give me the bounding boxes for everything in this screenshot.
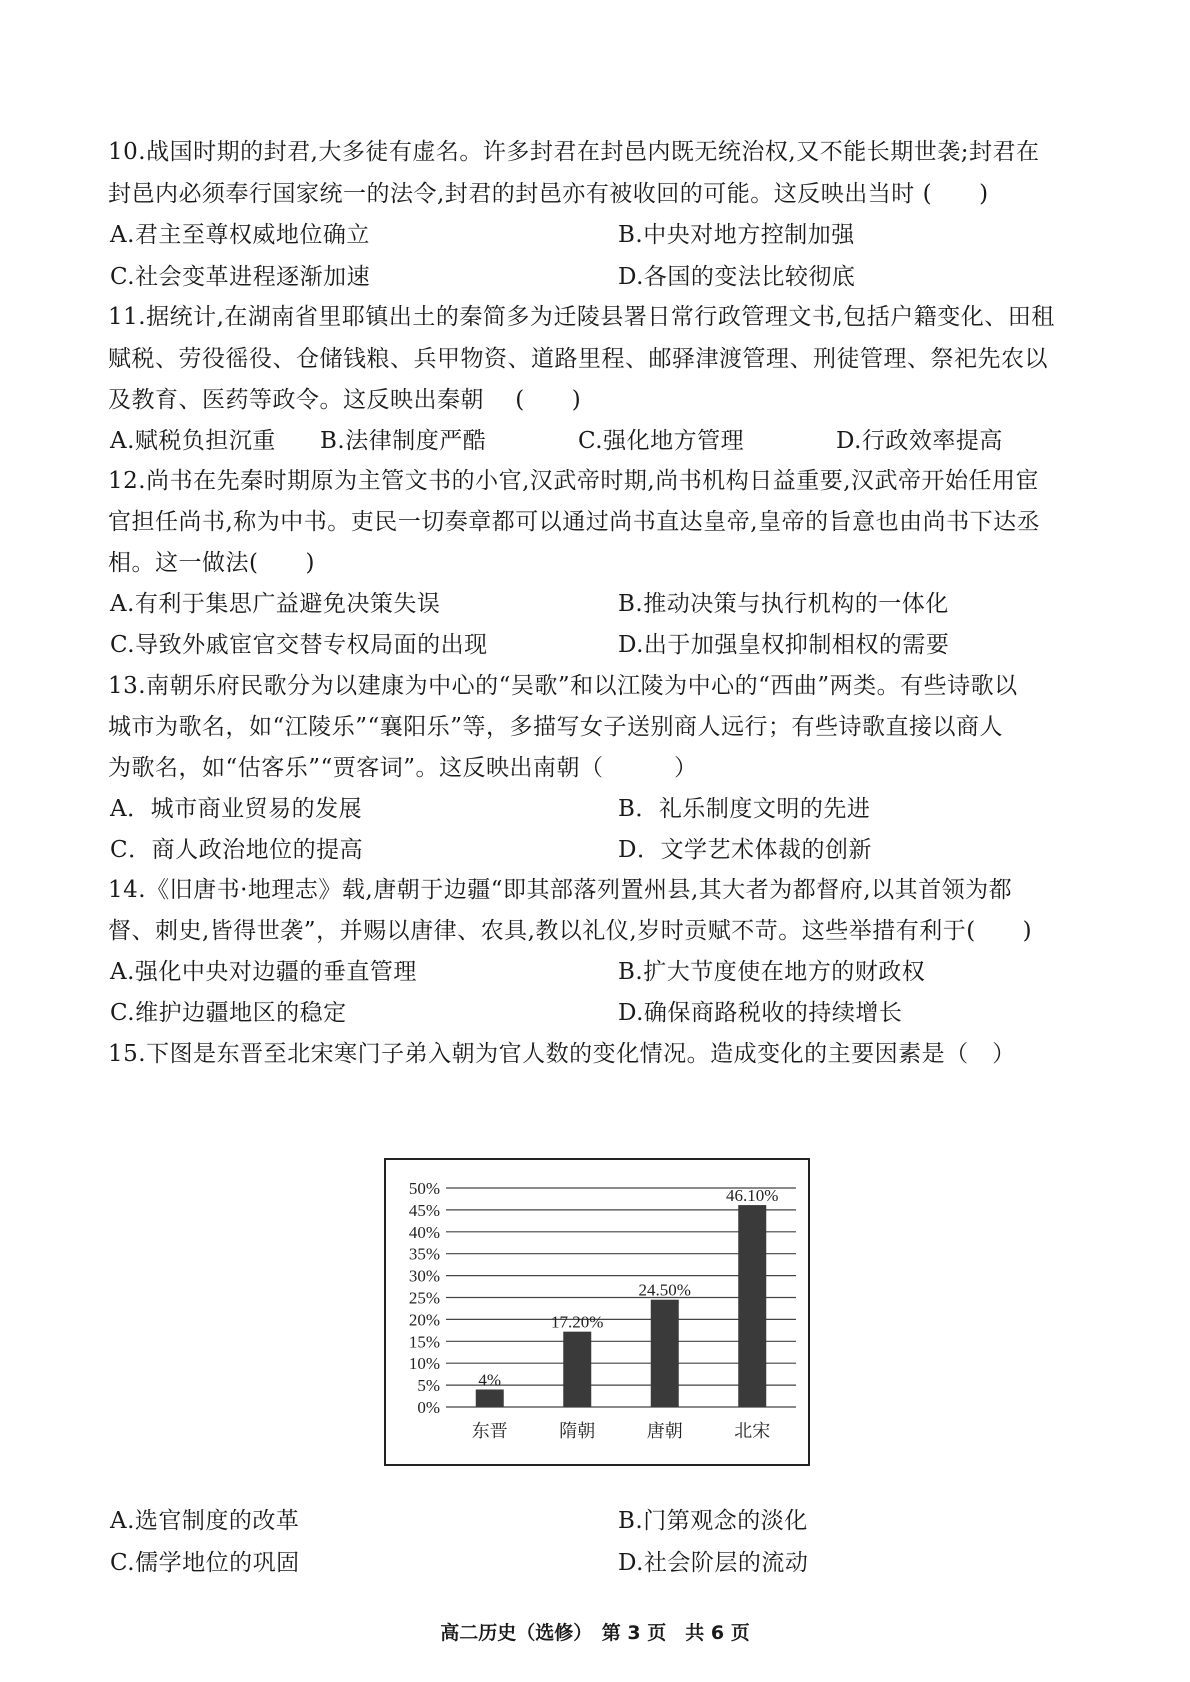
data-label: 46.10%: [726, 1186, 779, 1206]
q14-stem-line-1: 14.《旧唐书·地理志》载,唐朝于边疆“即其部落列置州县,其大者为都督府,以其首领为都: [108, 877, 1013, 903]
q11-option-b: B.法律制度严酷: [320, 428, 487, 454]
q14-option-b: B.扩大节度使在地方的财政权: [618, 959, 926, 985]
q14-option-d: D.确保商路税收的持续增长: [618, 1000, 903, 1026]
y-tick-label: 35%: [408, 1244, 440, 1264]
q10-option-c: C.社会变革进程逐渐加速: [110, 264, 371, 290]
y-tick-label: 40%: [408, 1222, 440, 1242]
page-footer: 高二历史（选修） 第 3 页 共 6 页: [440, 1622, 750, 1644]
q13-stem-line-1: 13.南朝乐府民歌分为以建康为中心的“吴歌”和以江陵为中心的“西曲”两类。有些诗歌以: [108, 673, 1018, 699]
q13-option-b: B．礼乐制度文明的先进: [618, 796, 871, 822]
q10-stem-line-1: 10.战国时期的封君,大多徒有虚名。许多封君在封邑内既无统治权,又不能长期世袭;封君在: [108, 139, 1040, 165]
q15-stem-line-1: 15.下图是东晋至北宋寒门子弟入朝为官人数的变化情况。造成变化的主要因素是（ ）: [108, 1041, 1016, 1067]
q11-option-d: D.行政效率提高: [836, 428, 1003, 454]
y-tick-label: 20%: [408, 1310, 440, 1330]
q13-stem-line-3: 为歌名，如“估客乐”“贾客词”。这反映出南朝（ ）: [108, 755, 698, 781]
x-tick-label: 隋朝: [559, 1421, 596, 1442]
y-tick-label: 5%: [417, 1376, 440, 1396]
y-tick-label: 50%: [408, 1179, 440, 1198]
q12-option-a: A.有利于集思广益避免决策失误: [110, 591, 441, 617]
q15-option-c: C.儒学地位的巩固: [110, 1550, 300, 1576]
q15-option-d: D.社会阶层的流动: [618, 1550, 809, 1576]
data-label: 24.50%: [638, 1280, 691, 1300]
q12-stem-line-3: 相。这一做法( ): [108, 550, 315, 576]
q12-option-c: C.导致外戚宦官交替专权局面的出现: [110, 632, 488, 658]
q12-option-d: D.出于加强皇权抑制相权的需要: [618, 632, 950, 658]
q10-option-d: D.各国的变法比较彻底: [618, 264, 856, 290]
q11-stem-line-3: 及教育、医药等政令。这反映出秦朝 ( ): [108, 387, 582, 413]
bar: [738, 1205, 766, 1407]
x-tick-label: 东晋: [471, 1421, 508, 1442]
q11-option-a: A.赋税负担沉重: [110, 428, 276, 454]
q13-option-c: C．商人政治地位的提高: [110, 837, 364, 863]
q15-option-a: A.选官制度的改革: [110, 1508, 300, 1534]
q13-option-a: A．城市商业贸易的发展: [110, 796, 363, 822]
bar: [651, 1300, 679, 1407]
y-tick-label: 10%: [408, 1354, 440, 1374]
y-tick-label: 15%: [408, 1332, 440, 1352]
bar-chart: [386, 1160, 808, 1464]
q15-option-b: B.门第观念的淡化: [618, 1508, 808, 1534]
y-tick-label: 0%: [417, 1398, 440, 1417]
x-tick-label: 北宋: [734, 1421, 771, 1442]
data-label: 4%: [478, 1370, 502, 1390]
q12-option-b: B.推动决策与执行机构的一体化: [618, 591, 949, 617]
y-tick-label: 30%: [408, 1266, 440, 1286]
q10-option-b: B.中央对地方控制加强: [618, 222, 855, 248]
q12-stem-line-1: 12.尚书在先秦时期原为主管文书的小官,汉武帝时期,尚书机构日益重要,汉武帝开始任用宦: [108, 468, 1040, 494]
bar-chart-frame: [384, 1158, 810, 1466]
q11-stem-line-1: 11.据统计,在湖南省里耶镇出土的秦简多为迁陵县署日常行政管理文书,包括户籍变化、田租: [108, 304, 1055, 330]
y-tick-label: 25%: [408, 1288, 440, 1308]
q11-stem-line-2: 赋税、劳役徭役、仓储钱粮、兵甲物资、道路里程、邮驿津渡管理、刑徒管理、祭祀先农以: [108, 346, 1048, 372]
q10-stem-line-2: 封邑内必须奉行国家统一的法令,封君的封邑亦有被收回的可能。这反映出当时 ( ): [108, 181, 989, 207]
bar: [563, 1332, 591, 1407]
q13-option-d: D．文学艺术体裁的创新: [618, 837, 872, 863]
q14-option-c: C.维护边疆地区的稳定: [110, 1000, 347, 1026]
q13-stem-line-2: 城市为歌名，如“江陵乐”“襄阳乐”等，多描写女子送别商人远行；有些诗歌直接以商人: [108, 714, 1004, 740]
bar: [476, 1389, 504, 1407]
y-tick-label: 45%: [408, 1200, 440, 1220]
q14-stem-line-2: 督、刺史,皆得世袭”，并赐以唐律、农具,教以礼仪,岁时贡赋不苛。这些举措有利于( ): [108, 918, 1033, 944]
q10-option-a: A.君主至尊权威地位确立: [110, 222, 370, 248]
x-tick-label: 唐朝: [646, 1421, 683, 1442]
data-label: 17.20%: [551, 1312, 604, 1332]
q11-option-c: C.强化地方管理: [578, 428, 745, 454]
q12-stem-line-2: 官担任尚书,称为中书。吏民一切奏章都可以通过尚书直达皇帝,皇帝的旨意也由尚书下达丞: [108, 509, 1041, 535]
q14-option-a: A.强化中央对边疆的垂直管理: [110, 959, 417, 985]
